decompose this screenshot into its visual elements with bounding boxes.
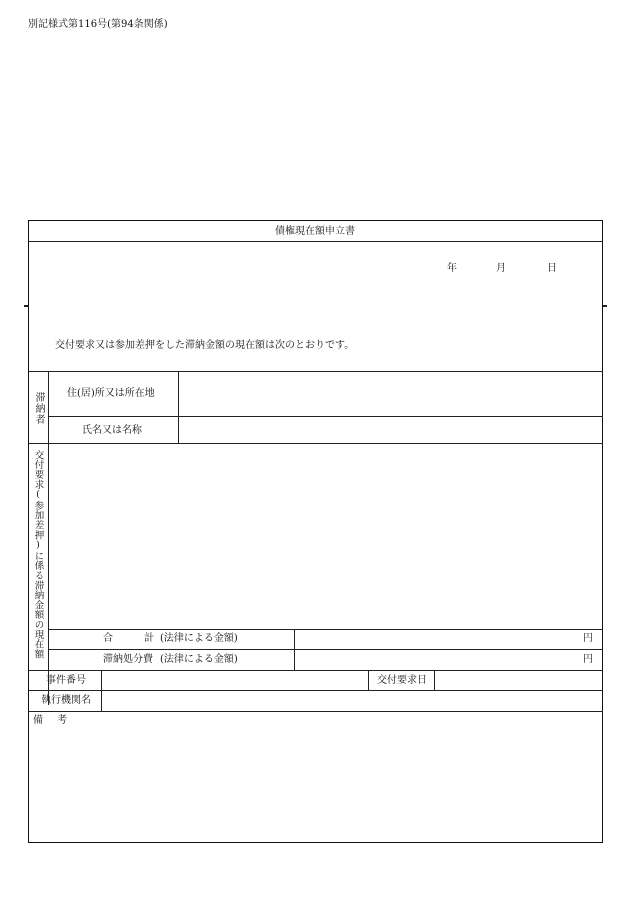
case-number-field[interactable]: [102, 671, 368, 690]
amount-detail-area[interactable]: [49, 444, 602, 629]
date-month-label: 月: [496, 263, 506, 274]
name-label: 氏名又は名称: [82, 425, 142, 436]
total-yen-unit: 円: [583, 633, 593, 644]
total-amount-field[interactable]: [295, 630, 595, 649]
taxpayer-heading: 滞納者: [33, 392, 44, 425]
total-label-a: 合: [103, 633, 113, 644]
case-number-label: 事件番号: [46, 675, 86, 686]
remarks-label-b: 考: [57, 715, 67, 726]
disposal-yen-unit: 円: [583, 654, 593, 665]
disposal-cost-label: 滞納処分費: [103, 654, 153, 665]
disposal-legal-note: (法律による金額): [160, 654, 238, 665]
request-date-left-divider: [368, 670, 369, 690]
form-title: 債権現在額申立書: [275, 226, 355, 237]
date-year-label: 年: [447, 263, 457, 274]
request-date-field[interactable]: [435, 671, 602, 690]
title-divider: [28, 241, 603, 242]
date-day-label: 日: [547, 263, 557, 274]
address-field[interactable]: [179, 372, 602, 416]
executing-agency-label: 執行機関名: [41, 695, 91, 706]
total-legal-note: (法律による金額): [160, 633, 238, 644]
name-field[interactable]: [179, 417, 602, 443]
executing-agency-field[interactable]: [102, 691, 602, 710]
agency-row-divider: [28, 711, 603, 712]
statement-text: 交付要求又は参加差押をした滞納金額の現在額は次のとおりです。: [55, 340, 355, 351]
total-label-b: 計: [144, 633, 154, 644]
remarks-label-a: 備: [33, 715, 43, 726]
amount-section-heading: 交付要求(参加差押)に係る滞納金額の現在額: [32, 450, 44, 659]
address-label: 住(居)所又は所在地: [67, 388, 155, 399]
request-date-label: 交付要求日: [377, 675, 427, 686]
disposal-amount-field[interactable]: [295, 650, 595, 669]
remarks-field[interactable]: [29, 728, 602, 841]
form-number-note: 別記様式第116号(第94条関係): [28, 19, 168, 30]
